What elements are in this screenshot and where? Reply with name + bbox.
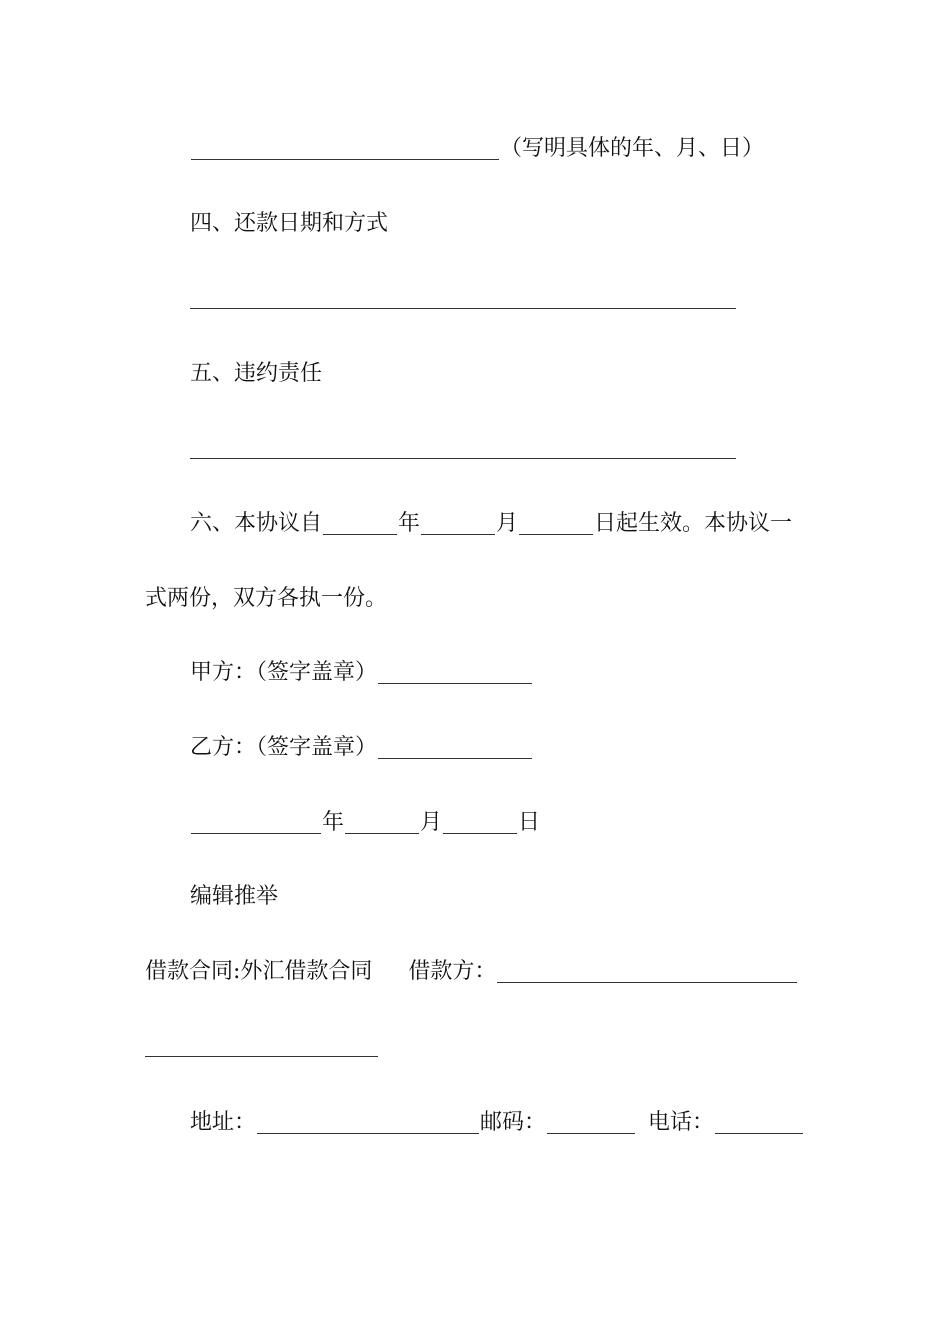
party-a-blank bbox=[378, 661, 532, 684]
section4-heading bbox=[190, 209, 388, 239]
section5-blank bbox=[190, 458, 736, 459]
sign-day-blank bbox=[443, 811, 517, 834]
borrower-blank-continued bbox=[145, 1056, 378, 1057]
party-b-blank bbox=[378, 736, 532, 759]
postcode-label: 邮码： bbox=[480, 1110, 547, 1135]
borrower-label: 借款方： bbox=[408, 959, 497, 984]
section5-heading bbox=[190, 359, 322, 389]
effective-year-blank bbox=[323, 512, 397, 535]
address-line bbox=[190, 1108, 804, 1138]
sign-year-blank bbox=[191, 811, 321, 834]
section6-continuation bbox=[145, 584, 387, 614]
date-note: （写明具体的年、月、日） bbox=[500, 136, 765, 161]
effective-day-text: 日起生效。本协议一 bbox=[594, 511, 793, 536]
borrower-blank bbox=[497, 960, 797, 983]
section6-cont-text: 式两份，双方各执一份。 bbox=[145, 586, 388, 611]
postcode-blank bbox=[547, 1111, 635, 1134]
address-label: 地址： bbox=[190, 1110, 257, 1135]
party-b-line bbox=[190, 733, 533, 763]
year-label: 年 bbox=[398, 511, 421, 536]
phone-label: 电话： bbox=[648, 1110, 715, 1135]
sign-month-blank bbox=[345, 811, 419, 834]
sign-year-label: 年 bbox=[322, 810, 345, 835]
effective-month-blank bbox=[421, 512, 495, 535]
section4-title: 四、还款日期和方式 bbox=[190, 211, 389, 236]
section5-title: 五、违约责任 bbox=[190, 361, 323, 386]
sign-day-label: 日 bbox=[518, 810, 541, 835]
month-label: 月 bbox=[496, 511, 519, 536]
party-a-line bbox=[190, 658, 533, 688]
section6-prefix: 六、本协议自 bbox=[190, 511, 323, 536]
phone-blank bbox=[715, 1111, 803, 1134]
party-a-label: 甲方：（签字盖章） bbox=[190, 660, 378, 685]
effective-day-blank bbox=[519, 512, 593, 535]
related-line bbox=[145, 957, 798, 987]
signature-date-line bbox=[190, 808, 540, 838]
recommend-heading bbox=[190, 882, 278, 912]
party-b-label: 乙方：（签字盖章） bbox=[190, 735, 378, 760]
sign-month-label: 月 bbox=[420, 810, 443, 835]
date-blank bbox=[191, 137, 499, 160]
section6-line bbox=[190, 509, 792, 539]
address-blank bbox=[257, 1111, 479, 1134]
related-title: 借款合同:外汇借款合同 bbox=[145, 959, 373, 984]
section4-blank bbox=[190, 308, 736, 309]
recommend-title: 编辑推举 bbox=[190, 884, 279, 909]
date-line bbox=[190, 134, 764, 164]
